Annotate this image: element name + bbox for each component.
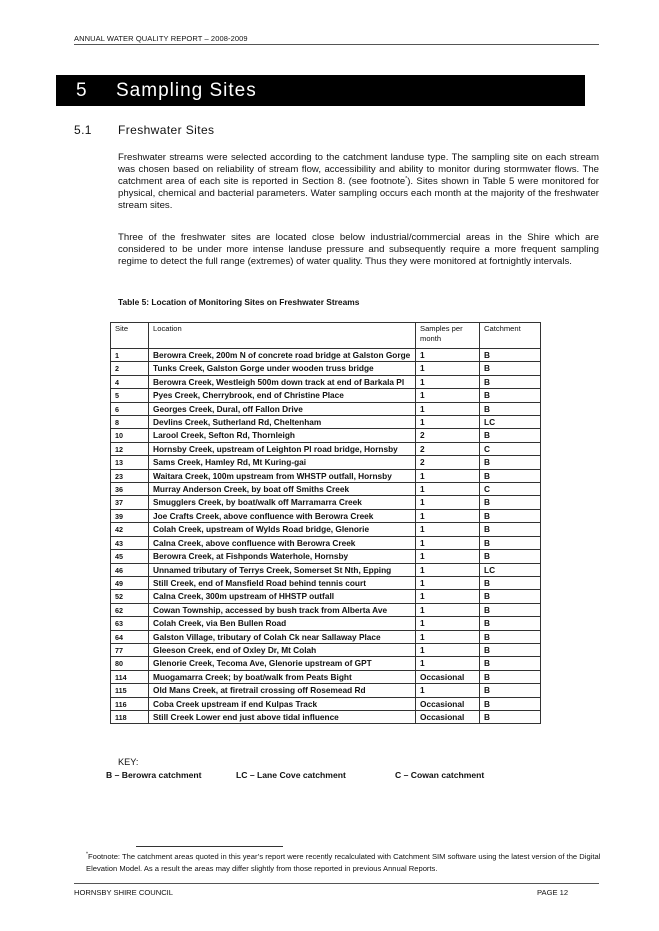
- key-label: KEY:: [118, 757, 139, 767]
- section-heading: [56, 75, 585, 106]
- cell-location: Glenorie Creek, Tecoma Ave, Glenorie upstream of GPT: [149, 657, 416, 670]
- cell-location: Still Creek Lower end just above tidal influence: [149, 710, 416, 723]
- table-row: [111, 684, 541, 697]
- key-berowra: B – Berowra catchment: [106, 770, 202, 780]
- cell-site: 23: [111, 469, 149, 482]
- cell-catchment: B: [480, 643, 541, 656]
- cell-location: Hornsby Creek, upstream of Leighton Pl road bridge, Hornsby: [149, 442, 416, 455]
- cell-samples: 1: [416, 523, 480, 536]
- cell-samples: 1: [416, 603, 480, 616]
- cell-catchment: B: [480, 684, 541, 697]
- footnote-reference: *: [405, 175, 408, 182]
- table-row: [111, 469, 541, 482]
- cell-catchment: B: [480, 590, 541, 603]
- cell-samples: 1: [416, 630, 480, 643]
- cell-samples: 1: [416, 416, 480, 429]
- paragraph-1-part-1: Freshwater streams were selected according to the catchment landuse type. The sampling site on each stream was chosen based on reliability of stream flow, accessibility and ability to monitor during stormwater flows. The catchment area of each site is reported in Section 8. (see footnote: [118, 152, 599, 187]
- table-body: [111, 349, 541, 724]
- cell-site: 46: [111, 563, 149, 576]
- cell-site: 39: [111, 509, 149, 522]
- cell-location: Smugglers Creek, by boat/walk off Marramarra Creek: [149, 496, 416, 509]
- footnote-mark: *: [86, 851, 88, 858]
- cell-samples: 1: [416, 509, 480, 522]
- footnote-rule: [136, 846, 283, 847]
- cell-catchment: B: [480, 670, 541, 683]
- cell-samples: 1: [416, 483, 480, 496]
- cell-catchment: B: [480, 456, 541, 469]
- cell-site: 42: [111, 523, 149, 536]
- cell-samples: 1: [416, 362, 480, 375]
- column-header-samples: Samples per month: [416, 323, 480, 349]
- section-title: Sampling Sites: [116, 80, 257, 101]
- header-rule: [74, 44, 599, 45]
- paragraph-2: Three of the freshwater sites are located close below industrial/commercial areas in the Shire which are considered to be under more intense landuse pressure and subsequently require a more frequent sampling regime to detect the full range (extremes) of water quality. Thus they were monitored at fortnightly intervals.: [118, 232, 599, 267]
- table-row: [111, 697, 541, 710]
- table-row: [111, 389, 541, 402]
- cell-catchment: B: [480, 389, 541, 402]
- table-row: [111, 509, 541, 522]
- cell-catchment: B: [480, 402, 541, 415]
- cell-site: 77: [111, 643, 149, 656]
- cell-site: 49: [111, 576, 149, 589]
- cell-catchment: B: [480, 550, 541, 563]
- cell-site: 43: [111, 536, 149, 549]
- subsection-number: 5.1: [74, 123, 92, 137]
- footnote-text: Footnote: The catchment areas quoted in this year’s report were recently recalculated with Catchment SIM software using the latest version of the Digital Elevation Model. As a result the areas may differ slightly from those reported in previous Annual Reports.: [86, 852, 601, 873]
- table-row: [111, 496, 541, 509]
- section-number: 5: [76, 80, 88, 101]
- cell-site: 37: [111, 496, 149, 509]
- table-row: [111, 550, 541, 563]
- cell-samples: 1: [416, 550, 480, 563]
- table-row: [111, 630, 541, 643]
- cell-samples: 1: [416, 496, 480, 509]
- cell-catchment: C: [480, 442, 541, 455]
- cell-location: Tunks Creek, Galston Gorge under wooden truss bridge: [149, 362, 416, 375]
- cell-site: 1: [111, 349, 149, 362]
- cell-catchment: B: [480, 630, 541, 643]
- table-header-row: [111, 323, 541, 349]
- cell-site: 116: [111, 697, 149, 710]
- cell-location: Larool Creek, Sefton Rd, Thornleigh: [149, 429, 416, 442]
- cell-site: 10: [111, 429, 149, 442]
- table-row: [111, 670, 541, 683]
- cell-catchment: B: [480, 710, 541, 723]
- key-cowan: C – Cowan catchment: [395, 770, 485, 780]
- column-header-catchment: Catchment: [480, 323, 541, 349]
- cell-catchment: B: [480, 617, 541, 630]
- cell-location: Old Mans Creek, at firetrail crossing off Rosemead Rd: [149, 684, 416, 697]
- table-row: [111, 429, 541, 442]
- cell-samples: 1: [416, 402, 480, 415]
- cell-site: 12: [111, 442, 149, 455]
- cell-site: 118: [111, 710, 149, 723]
- cell-catchment: B: [480, 496, 541, 509]
- cell-samples: 1: [416, 657, 480, 670]
- cell-location: Unnamed tributary of Terrys Creek, Somerset St Nth, Epping: [149, 563, 416, 576]
- footer-page-number: PAGE 12: [537, 888, 569, 897]
- cell-location: Still Creek, end of Mansfield Road behind tennis court: [149, 576, 416, 589]
- cell-site: 6: [111, 402, 149, 415]
- cell-location: Coba Creek upstream if end Kulpas Track: [149, 697, 416, 710]
- paragraph-1: [118, 152, 599, 212]
- table-row: [111, 617, 541, 630]
- table-row: [111, 603, 541, 616]
- cell-catchment: B: [480, 603, 541, 616]
- table-row: [111, 536, 541, 549]
- table-row: [111, 349, 541, 362]
- cell-catchment: B: [480, 362, 541, 375]
- cell-location: Georges Creek, Dural, off Fallon Drive: [149, 402, 416, 415]
- cell-catchment: B: [480, 469, 541, 482]
- monitoring-sites-table: [110, 322, 541, 724]
- cell-samples: 1: [416, 643, 480, 656]
- cell-samples: 1: [416, 590, 480, 603]
- subsection-title: Freshwater Sites: [118, 123, 215, 137]
- cell-site: 8: [111, 416, 149, 429]
- table-row: [111, 362, 541, 375]
- table-row: [111, 657, 541, 670]
- table-row: [111, 710, 541, 723]
- cell-location: Berowra Creek, 200m N of concrete road bridge at Galston Gorge: [149, 349, 416, 362]
- table-row: [111, 375, 541, 388]
- cell-location: Cowan Township, accessed by bush track from Alberta Ave: [149, 603, 416, 616]
- paragraph-1-part-2: ). Sites shown in Table 5 were monitored for physical, chemical and bacterial parameters. Water sampling occurs each month at the majority of the freshwater stream sites.: [118, 176, 599, 211]
- cell-samples: 2: [416, 456, 480, 469]
- cell-location: Sams Creek, Hamley Rd, Mt Kuring-gai: [149, 456, 416, 469]
- table-row: [111, 402, 541, 415]
- cell-samples: Occasional: [416, 670, 480, 683]
- running-head: ANNUAL WATER QUALITY REPORT – 2008-2009: [74, 34, 248, 43]
- table-row: [111, 442, 541, 455]
- cell-location: Calna Creek, 300m upstream of HHSTP outfall: [149, 590, 416, 603]
- table-title: Table 5: Location of Monitoring Sites on Freshwater Streams: [118, 297, 360, 307]
- cell-catchment: LC: [480, 563, 541, 576]
- cell-location: Calna Creek, above confluence with Berowra Creek: [149, 536, 416, 549]
- cell-site: 62: [111, 603, 149, 616]
- cell-catchment: B: [480, 429, 541, 442]
- cell-catchment: B: [480, 576, 541, 589]
- cell-samples: 2: [416, 442, 480, 455]
- cell-location: Berowra Creek, Westleigh 500m down track at end of Barkala Pl: [149, 375, 416, 388]
- cell-site: 52: [111, 590, 149, 603]
- cell-site: 64: [111, 630, 149, 643]
- cell-catchment: B: [480, 375, 541, 388]
- cell-catchment: B: [480, 509, 541, 522]
- cell-location: Muogamarra Creek; by boat/walk from Peats Bight: [149, 670, 416, 683]
- cell-location: Murray Anderson Creek, by boat off Smiths Creek: [149, 483, 416, 496]
- cell-samples: 1: [416, 617, 480, 630]
- cell-site: 115: [111, 684, 149, 697]
- cell-catchment: C: [480, 483, 541, 496]
- footnote: [86, 851, 606, 874]
- cell-site: 63: [111, 617, 149, 630]
- cell-catchment: B: [480, 657, 541, 670]
- cell-catchment: B: [480, 697, 541, 710]
- table-row: [111, 416, 541, 429]
- cell-samples: Occasional: [416, 710, 480, 723]
- cell-site: 80: [111, 657, 149, 670]
- cell-samples: 1: [416, 375, 480, 388]
- cell-site: 36: [111, 483, 149, 496]
- cell-location: Waitara Creek, 100m upstream from WHSTP outfall, Hornsby: [149, 469, 416, 482]
- table-row: [111, 483, 541, 496]
- column-header-location: Location: [149, 323, 416, 349]
- table-row: [111, 563, 541, 576]
- cell-location: Devlins Creek, Sutherland Rd, Cheltenham: [149, 416, 416, 429]
- cell-catchment: B: [480, 349, 541, 362]
- cell-location: Berowra Creek, at Fishponds Waterhole, Hornsby: [149, 550, 416, 563]
- cell-site: 2: [111, 362, 149, 375]
- cell-location: Joe Crafts Creek, above confluence with Berowra Creek: [149, 509, 416, 522]
- cell-location: Colah Creek, via Ben Bullen Road: [149, 617, 416, 630]
- cell-catchment: B: [480, 523, 541, 536]
- cell-samples: 1: [416, 536, 480, 549]
- cell-samples: 2: [416, 429, 480, 442]
- column-header-site: Site: [111, 323, 149, 349]
- cell-site: 13: [111, 456, 149, 469]
- cell-samples: 1: [416, 389, 480, 402]
- footer-council: HORNSBY SHIRE COUNCIL: [74, 888, 174, 897]
- cell-site: 4: [111, 375, 149, 388]
- cell-site: 45: [111, 550, 149, 563]
- cell-catchment: LC: [480, 416, 541, 429]
- cell-location: Gleeson Creek, end of Oxley Dr, Mt Colah: [149, 643, 416, 656]
- cell-location: Pyes Creek, Cherrybrook, end of Christine Place: [149, 389, 416, 402]
- cell-location: Colah Creek, upstream of Wylds Road bridge, Glenorie: [149, 523, 416, 536]
- table-row: [111, 590, 541, 603]
- table-row: [111, 456, 541, 469]
- cell-samples: 1: [416, 469, 480, 482]
- cell-samples: 1: [416, 349, 480, 362]
- cell-site: 114: [111, 670, 149, 683]
- table-row: [111, 643, 541, 656]
- cell-catchment: B: [480, 536, 541, 549]
- cell-samples: Occasional: [416, 697, 480, 710]
- table-row: [111, 523, 541, 536]
- cell-samples: 1: [416, 576, 480, 589]
- cell-location: Galston Village, tributary of Colah Ck near Sallaway Place: [149, 630, 416, 643]
- table-row: [111, 576, 541, 589]
- footer-rule: [74, 883, 599, 884]
- cell-site: 5: [111, 389, 149, 402]
- cell-samples: 1: [416, 684, 480, 697]
- key-lane-cove: LC – Lane Cove catchment: [236, 770, 346, 780]
- cell-samples: 1: [416, 563, 480, 576]
